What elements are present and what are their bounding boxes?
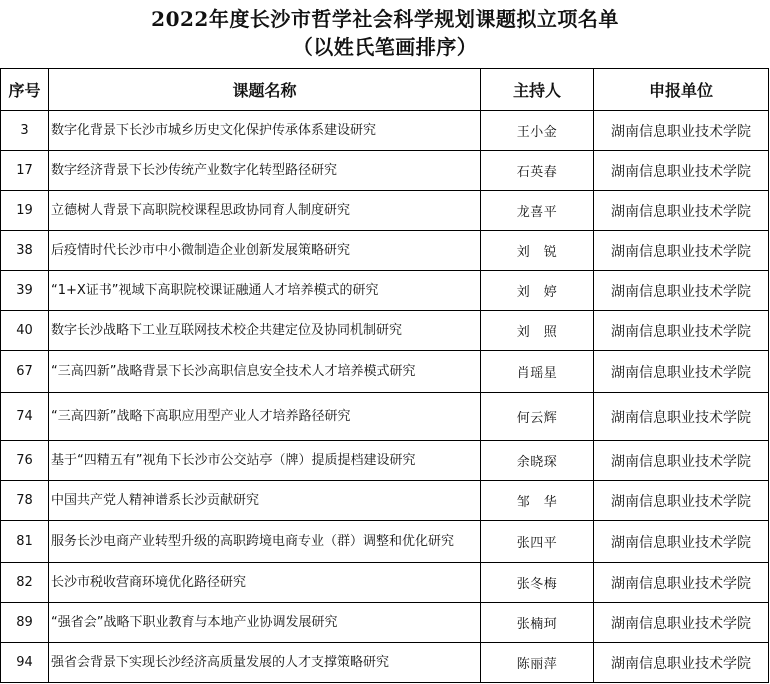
table-row <box>1 351 769 393</box>
row-host: 何云辉 <box>481 393 594 441</box>
row-host: 张四平 <box>481 521 594 563</box>
row-number: 81 <box>1 521 49 563</box>
table-row <box>1 521 769 563</box>
row-unit: 湖南信息职业技术学院 <box>594 481 769 521</box>
table-row <box>1 151 769 191</box>
row-unit: 湖南信息职业技术学院 <box>594 563 769 603</box>
document-title <box>0 0 770 68</box>
row-number: 94 <box>1 643 49 683</box>
table-row <box>1 271 769 311</box>
row-number: 19 <box>1 191 49 231</box>
table-header-row <box>1 69 769 111</box>
row-unit: 湖南信息职业技术学院 <box>594 151 769 191</box>
column-header-unit: 申报单位 <box>594 69 769 111</box>
table-row <box>1 311 769 351</box>
row-unit: 湖南信息职业技术学院 <box>594 271 769 311</box>
title-subtitle: （以姓氏笔画排序） <box>292 35 478 59</box>
row-host: 王小金 <box>481 111 594 151</box>
row-number: 40 <box>1 311 49 351</box>
row-host: 石英春 <box>481 151 594 191</box>
row-number: 3 <box>1 111 49 151</box>
row-number: 39 <box>1 271 49 311</box>
table-row <box>1 563 769 603</box>
column-header-title: 课题名称 <box>49 69 481 111</box>
row-host: 肖瑶星 <box>481 351 594 393</box>
row-unit: 湖南信息职业技术学院 <box>594 231 769 271</box>
row-number: 38 <box>1 231 49 271</box>
row-title: 中国共产党人精神谱系长沙贡献研究 <box>49 481 481 521</box>
row-host: 龙喜平 <box>481 191 594 231</box>
row-title: 数字化背景下长沙市城乡历史文化保护传承体系建设研究 <box>49 111 481 151</box>
row-title: “强省会”战略下职业教育与本地产业协调发展研究 <box>49 603 481 643</box>
row-title: “三高四新”战略下高职应用型产业人才培养路径研究 <box>49 393 481 441</box>
table-row <box>1 643 769 683</box>
table-row <box>1 191 769 231</box>
table-row <box>1 393 769 441</box>
row-host: 余晓琛 <box>481 441 594 481</box>
row-title: 后疫情时代长沙市中小微制造企业创新发展策略研究 <box>49 231 481 271</box>
row-number: 82 <box>1 563 49 603</box>
row-number: 76 <box>1 441 49 481</box>
table-row <box>1 481 769 521</box>
row-title: “1+X证书”视域下高职院校课证融通人才培养模式的研究 <box>49 271 481 311</box>
row-host: 张楠珂 <box>481 603 594 643</box>
row-unit: 湖南信息职业技术学院 <box>594 521 769 563</box>
row-host: 刘 照 <box>481 311 594 351</box>
row-host: 邹 华 <box>481 481 594 521</box>
row-title: 服务长沙电商产业转型升级的高职跨境电商专业（群）调整和优化研究 <box>49 521 481 563</box>
table-row <box>1 603 769 643</box>
project-list-table <box>0 68 769 683</box>
row-unit: 湖南信息职业技术学院 <box>594 393 769 441</box>
row-title: 立德树人背景下高职院校课程思政协同育人制度研究 <box>49 191 481 231</box>
row-unit: 湖南信息职业技术学院 <box>594 311 769 351</box>
row-unit: 湖南信息职业技术学院 <box>594 351 769 393</box>
row-title: 数字经济背景下长沙传统产业数字化转型路径研究 <box>49 151 481 191</box>
table-row <box>1 441 769 481</box>
row-unit: 湖南信息职业技术学院 <box>594 441 769 481</box>
row-number: 17 <box>1 151 49 191</box>
row-host: 陈丽萍 <box>481 643 594 683</box>
column-header-number: 序号 <box>1 69 49 111</box>
row-host: 刘 婷 <box>481 271 594 311</box>
row-unit: 湖南信息职业技术学院 <box>594 643 769 683</box>
row-number: 67 <box>1 351 49 393</box>
row-host: 张冬梅 <box>481 563 594 603</box>
row-title: 长沙市税收营商环境优化路径研究 <box>49 563 481 603</box>
row-title: 基于“四精五有”视角下长沙市公交站亭（牌）提质提档建设研究 <box>49 441 481 481</box>
row-unit: 湖南信息职业技术学院 <box>594 191 769 231</box>
row-number: 74 <box>1 393 49 441</box>
row-number: 78 <box>1 481 49 521</box>
title-main: 2022年度长沙市哲学社会科学规划课题拟立项名单 <box>151 7 619 31</box>
table-row <box>1 111 769 151</box>
row-title: 数字长沙战略下工业互联网技术校企共建定位及协同机制研究 <box>49 311 481 351</box>
column-header-host: 主持人 <box>481 69 594 111</box>
row-title: “三高四新”战略背景下长沙高职信息安全技术人才培养模式研究 <box>49 351 481 393</box>
row-unit: 湖南信息职业技术学院 <box>594 603 769 643</box>
row-title: 强省会背景下实现长沙经济高质量发展的人才支撑策略研究 <box>49 643 481 683</box>
row-host: 刘 锐 <box>481 231 594 271</box>
row-unit: 湖南信息职业技术学院 <box>594 111 769 151</box>
row-number: 89 <box>1 603 49 643</box>
table-row <box>1 231 769 271</box>
